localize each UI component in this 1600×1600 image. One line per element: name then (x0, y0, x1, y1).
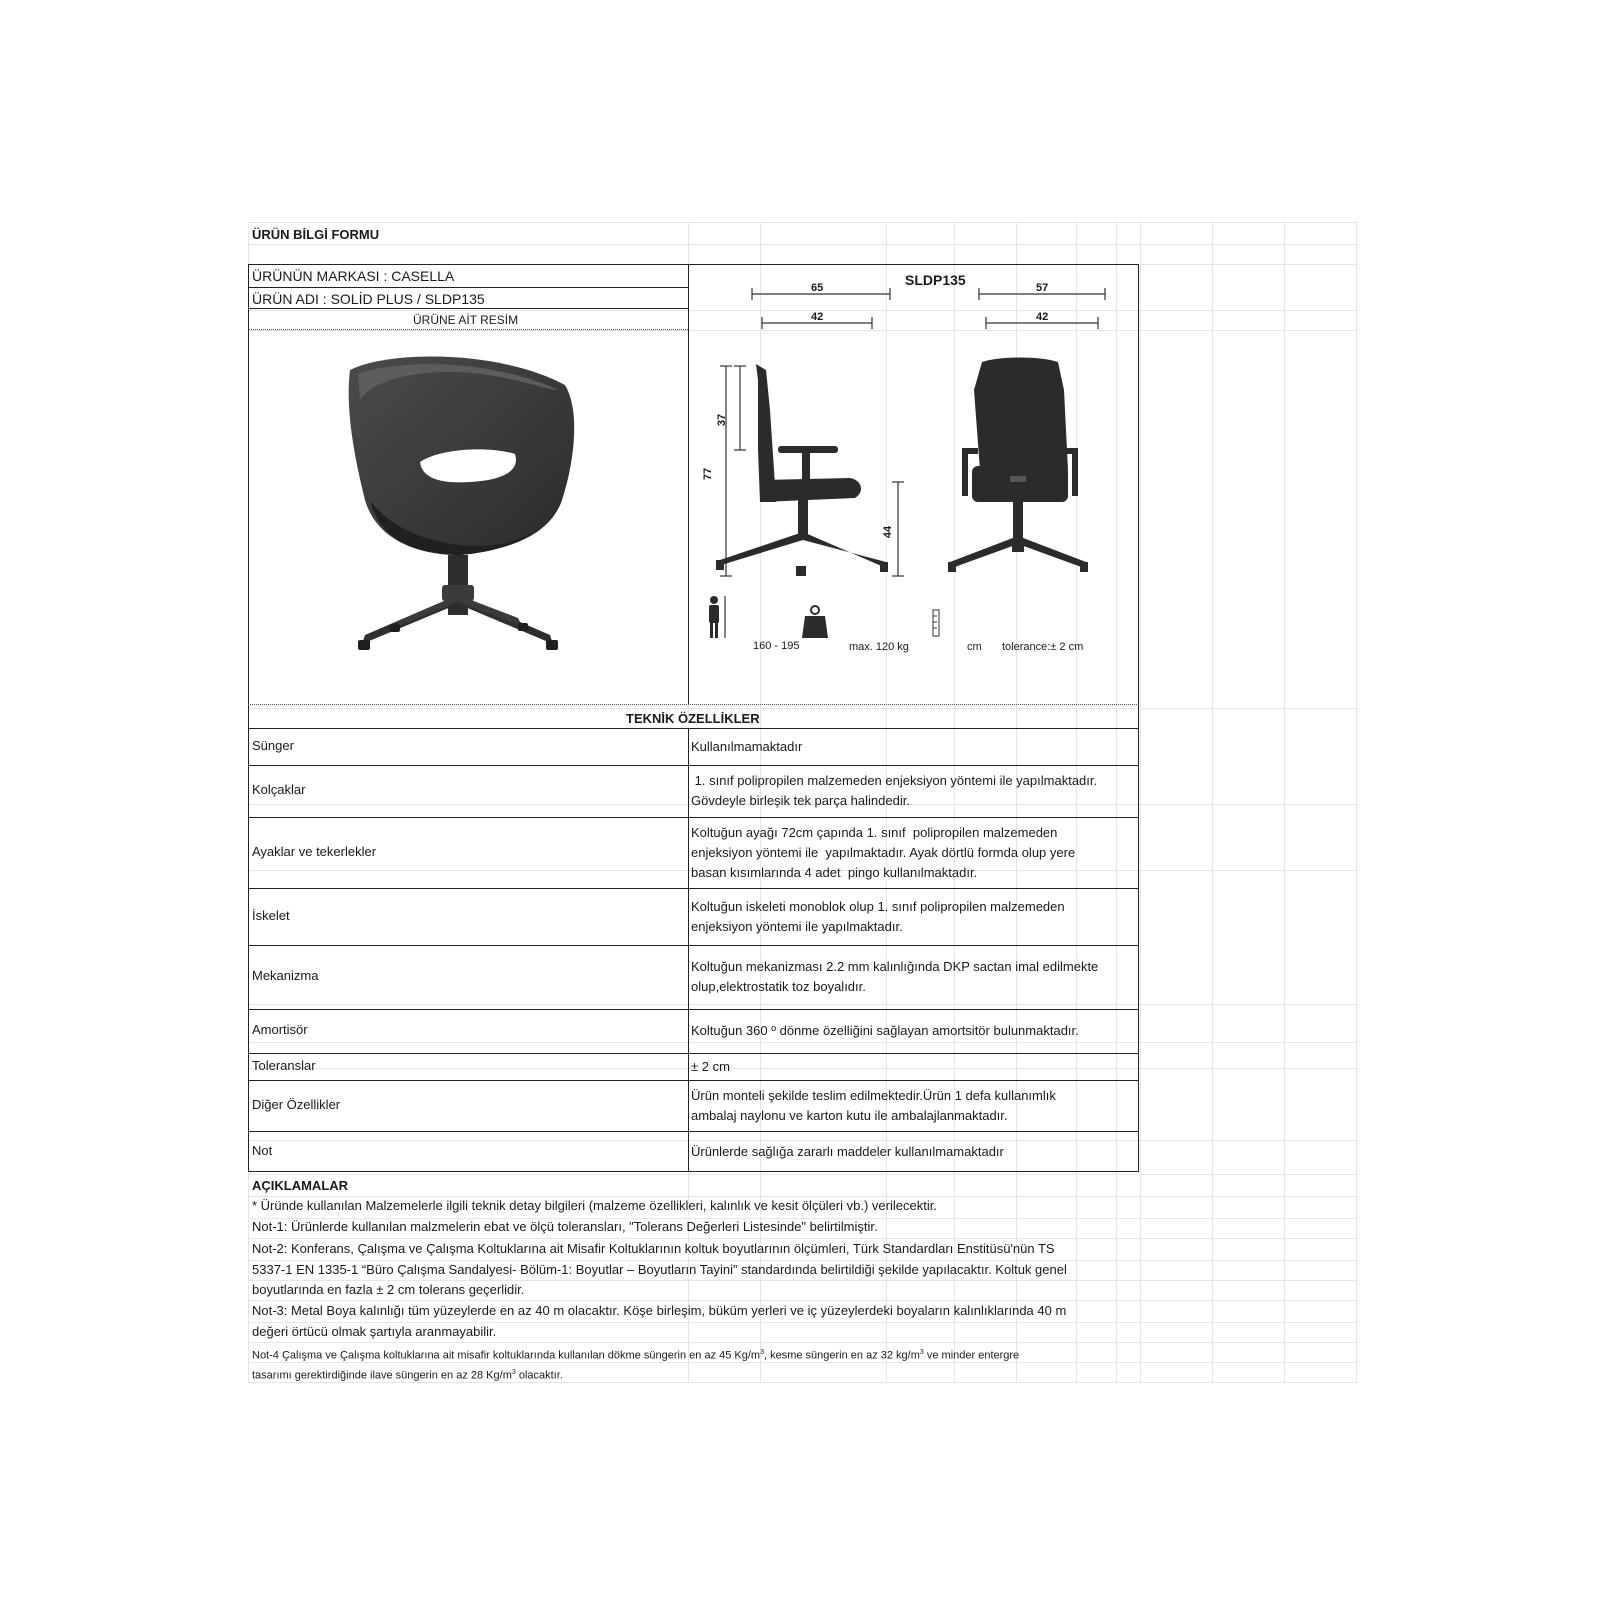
note-3-line-1: Not-3: Metal Boya kalınlığı tüm yüzeylerde en az 40 m olacaktır. Köşe birleşim, büküm yerleri ve iç yüzeylerdeki boyaların kalınlıklarında 40 m (252, 1303, 1067, 1318)
spec-value: 1. sınıf polipropilen malzemeden enjeksiyon yöntemi ile yapılmaktadır. Gövdeyle birleşik tek parça halindedir. (691, 773, 1098, 808)
note-3-line-2: değeri örtücü olmak şartıyla aranmayabilir. (252, 1324, 497, 1339)
note-2-line-1: Not-2: Konferans, Çalışma ve Çalışma Koltuklarına ait Misafir Koltuklarının koltuk boyutlarının ölçümleri, Türk Standardları Enstitüsü'nün TS (252, 1241, 1055, 1256)
spec-label: Ayaklar ve tekerlekler (252, 843, 377, 859)
notes-heading: AÇIKLAMALAR (252, 1178, 349, 1193)
spec-value: Koltuğun mekanizması 2.2 mm kalınlığında DKP sactan imal edilmekte olup,elektrostatik toz boyalıdır. (691, 959, 1099, 994)
note-0: * Üründe kullanılan Malzemelerle ilgili teknik detay bilgileri (malzeme özellikleri, kalınlık ve kesit ölçüleri vb.) verilecektir. (252, 1198, 937, 1213)
weight-icon (802, 606, 828, 638)
dim-backrest: 37 (716, 413, 729, 427)
tolerance-label: tolerance:± 2 cm (1002, 641, 1084, 653)
person-height-icon (709, 596, 725, 638)
dim-side-top: 65 (811, 282, 824, 294)
spec-label: Kolçaklar (252, 782, 306, 797)
ruler-icon (933, 610, 939, 636)
dim-side-inner: 42 (811, 311, 824, 323)
dimension-drawing (690, 270, 1138, 700)
spec-label: İskelet (252, 907, 290, 923)
unit-label: cm (967, 641, 982, 653)
spec-label: Mekanizma (252, 968, 319, 983)
product-photo (330, 350, 610, 680)
max-load: max. 120 kg (849, 641, 909, 653)
spec-value: Koltuğun ayağı 72cm çapında 1. sınıf polipropilen malzemeden enjeksiyon yöntemi ile yapılmaktadır. Ayak dörtlü formda olup yere basan kısımlarında 4 adet pingo kullanılmaktadır. (691, 824, 1076, 880)
picture-label: ÜRÜNE AİT RESİM (413, 313, 519, 327)
spec-label: Diğer Özellikler (252, 1096, 341, 1112)
note-4-line-2: tasarımı gerektirdiğinde ilave süngerin en az 28 $Kg/m^3$ olacaktır. (252, 1369, 563, 1382)
kg-badge: kg (830, 647, 839, 656)
spec-value: Kullanılmamaktadır (691, 738, 803, 754)
spec-label: Toleranslar (252, 1057, 316, 1073)
dim-seat-height: 44 (882, 525, 895, 539)
brand-label: ÜRÜNÜN MARKASI : CASELLA (252, 268, 455, 284)
model-code: SLDP135 (905, 272, 966, 288)
user-height-range: 160 - 195 (753, 640, 800, 652)
spec-value: Koltuğun 360 º dönme özelliğini sağlayan amortsitör bulunmaktadır. (691, 1023, 1079, 1038)
note-2-line-3: boyutlarında en fazla ± 2 cm tolerans geçerlidir. (252, 1282, 525, 1297)
specs-heading: TEKNİK ÖZELLİKLER (626, 711, 760, 726)
dim-total-height: 77 (702, 467, 715, 481)
note-2-line-2: 5337-1 EN 1335-1 “Büro Çalışma Sandalyesi- Bölüm-1: Boyutlar – Boyutların Tayini” standardında belirtildiği şekilde yapılacaktır. Koltuk genel (252, 1262, 1067, 1277)
product-name-label: ÜRÜN ADI : SOLİD PLUS / SLDP135 (252, 291, 485, 307)
dim-front-inner: 42 (1036, 311, 1049, 323)
spec-label: Not (252, 1142, 273, 1158)
dim-front-top: 57 (1036, 282, 1049, 294)
spec-value: Ürün monteli şekilde teslim edilmektedir.Ürün 1 defa kullanımlık ambalaj naylonu ve karton kutu ile ambalajlanmaktadır. (691, 1087, 1056, 1123)
spec-value: ± 2 cm (691, 1058, 730, 1074)
note-4-line-1: Not-4 Çalışma ve Çalışma koltuklarına ait misafir koltuklarında kullanılan dökme süngerin en az 45 $Kg/m^3$, kesme süngerin en az 32 $kg/m^3$ ve minder entergre (252, 1349, 1020, 1362)
spec-label: Amortisör (252, 1022, 308, 1037)
form-title: ÜRÜN BİLGİ FORMU (252, 227, 380, 242)
spec-value: Ürünlerde sağlığa zararlı maddeler kullanılmamaktadır (691, 1143, 1004, 1159)
spec-value: Koltuğun iskeleti monoblok olup 1. sınıf polipropilen malzemeden enjeksiyon yöntemi ile yapılmaktadır. (691, 898, 1065, 934)
note-1: Not-1: Ürünlerde kullanılan malzmelerin ebat ve ölçü toleransları, "Tolerans Değerleri Listesinde" belirtilmiştir. (252, 1219, 878, 1234)
spec-label: Sünger (252, 737, 294, 753)
